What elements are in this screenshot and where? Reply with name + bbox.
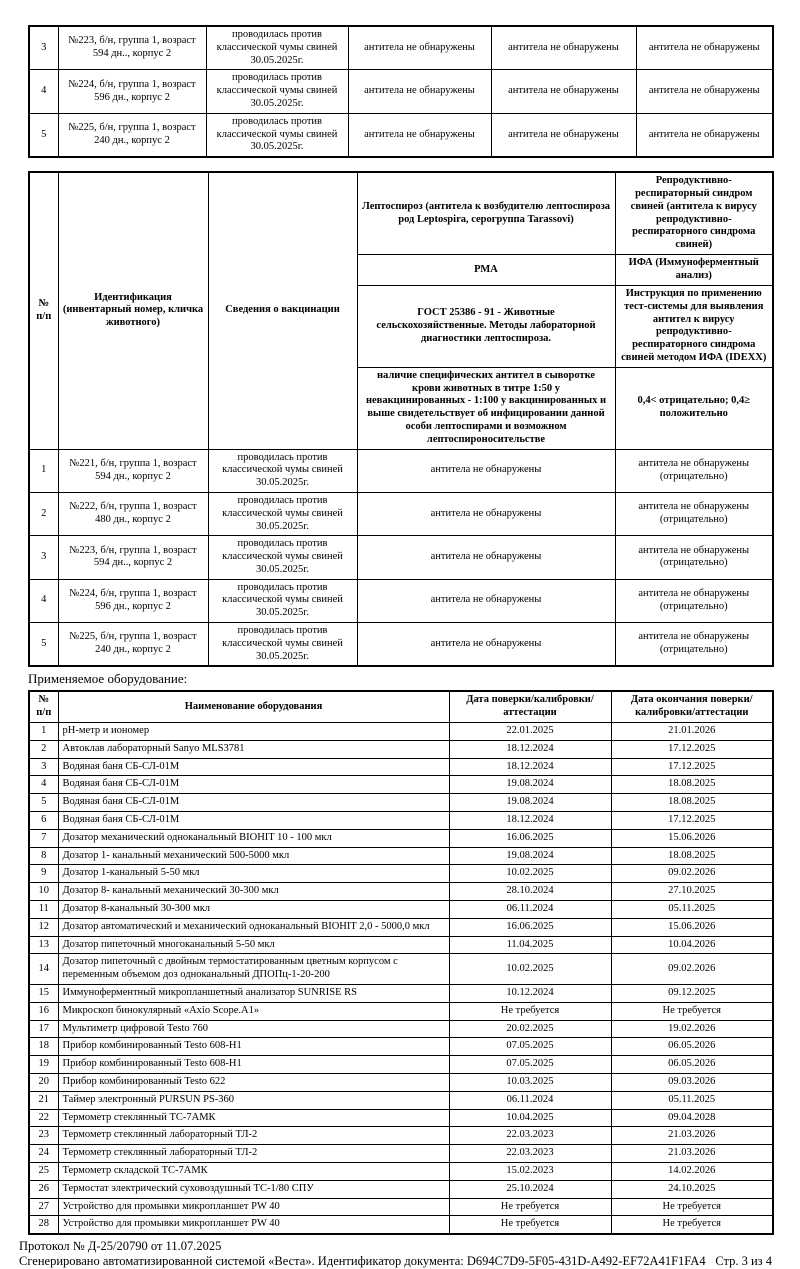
cell-date-to: 18.08.2025 <box>611 847 773 865</box>
cell-date-from: 22.01.2025 <box>449 723 611 741</box>
table-row <box>29 985 773 1003</box>
col-header-identification: Идентификация (инвентарный номер, кличка животного) <box>58 172 208 449</box>
cell-equipment-name: pH-метр и иономер <box>58 723 449 741</box>
cell-num: 22 <box>29 1109 58 1127</box>
cell-elisa-result: антитела не обнаружены (отрицательно) <box>615 536 773 579</box>
standard-gost: ГОСТ 25386 - 91 - Животные сельскохозяйственные. Методы лабораторной диагностики лептоспироза. <box>357 285 615 367</box>
cell-vaccination: проводилась против классической чумы свиней 30.05.2025г. <box>206 26 348 70</box>
cell-date-to: 09.02.2026 <box>611 954 773 985</box>
cell-equipment-name: Термометр складской ТС-7АМК <box>58 1162 449 1180</box>
cell-num: 11 <box>29 901 58 919</box>
cell-date-from: 16.06.2025 <box>449 829 611 847</box>
cell-equipment-name: Микроскоп бинокулярный «Axio Scope.A1» <box>58 1002 449 1020</box>
cell-date-to: 06.05.2026 <box>611 1038 773 1056</box>
cell-date-to: 18.08.2025 <box>611 794 773 812</box>
cell-num: 3 <box>29 26 58 70</box>
cell-date-from: 10.02.2025 <box>449 954 611 985</box>
cell-date-to: 09.12.2025 <box>611 985 773 1003</box>
cell-num: 4 <box>29 776 58 794</box>
cell-vaccination: проводилась против классической чумы свиней 30.05.2025г. <box>208 492 357 535</box>
col-header-leptospirosis: Лептоспироз (антитела к возбудителю лептоспироза род Leptospira, серогруппа Tarassovi) <box>357 172 615 254</box>
cell-identification: №224, б/н, группа 1, возраст 596 дн., корпус 2 <box>58 70 206 113</box>
table-row <box>29 1091 773 1109</box>
cell-equipment-name: Таймер электронный PURSUN PS-360 <box>58 1091 449 1109</box>
table-row <box>29 723 773 741</box>
table-row <box>29 776 773 794</box>
cell-num: 6 <box>29 812 58 830</box>
cell-date-from: Не требуется <box>449 1198 611 1216</box>
cell-result: антитела не обнаружены <box>636 26 773 70</box>
method-elisa: ИФА (Иммуноферментный анализ) <box>615 254 773 285</box>
cell-num: 17 <box>29 1020 58 1038</box>
table-row <box>29 113 773 157</box>
col-header-date-from: Дата поверки/калибровки/аттестации <box>449 691 611 722</box>
col-header-num: № п/п <box>29 172 58 449</box>
cell-elisa-result: антитела не обнаружены (отрицательно) <box>615 492 773 535</box>
cell-date-to: 05.11.2025 <box>611 1091 773 1109</box>
cell-date-to: 27.10.2025 <box>611 883 773 901</box>
cell-date-from: 18.12.2024 <box>449 740 611 758</box>
cell-equipment-name: Дозатор 1- канальный механический 500-5000 мкл <box>58 847 449 865</box>
cell-num: 20 <box>29 1074 58 1092</box>
cell-date-from: 19.08.2024 <box>449 776 611 794</box>
cell-num: 19 <box>29 1056 58 1074</box>
cell-equipment-name: Автоклав лабораторный Sanyo MLS3781 <box>58 740 449 758</box>
table-row <box>29 829 773 847</box>
cell-date-from: 28.10.2024 <box>449 883 611 901</box>
cell-result: антитела не обнаружены <box>348 70 491 113</box>
cell-num: 21 <box>29 1091 58 1109</box>
cell-date-to: 09.03.2026 <box>611 1074 773 1092</box>
footer-generated-line <box>19 1254 772 1269</box>
cell-equipment-name: Прибор комбинированный Testo 622 <box>58 1074 449 1092</box>
table-row <box>29 1216 773 1234</box>
cell-equipment-name: Термометр стеклянный лабораторный ТЛ-2 <box>58 1145 449 1163</box>
cell-equipment-name: Водяная баня СБ-СЛ-01М <box>58 758 449 776</box>
results-table-top <box>28 25 774 158</box>
cell-date-to: 15.06.2026 <box>611 918 773 936</box>
cell-date-to: 19.02.2026 <box>611 1020 773 1038</box>
table-row <box>29 901 773 919</box>
standard-instruction: Инструкция по применению тест-системы для выявления антител к вирусу репродуктивно-респираторного синдрома свиней методом ИФА (IDEXX) <box>615 285 773 367</box>
cell-equipment-name: Термометр стеклянный ТС-7АМК <box>58 1109 449 1127</box>
cell-num: 15 <box>29 985 58 1003</box>
table-row <box>29 172 773 254</box>
table-row <box>29 492 773 535</box>
cell-date-to: 15.06.2026 <box>611 829 773 847</box>
table-row <box>29 579 773 622</box>
cell-pma-result: антитела не обнаружены <box>357 623 615 667</box>
cell-pma-result: антитела не обнаружены <box>357 536 615 579</box>
cell-date-to: Не требуется <box>611 1198 773 1216</box>
cell-result: антитела не обнаружены <box>348 26 491 70</box>
cell-equipment-name: Водяная баня СБ-СЛ-01М <box>58 812 449 830</box>
cell-date-from: 11.04.2025 <box>449 936 611 954</box>
cell-equipment-name: Термометр стеклянный лабораторный ТЛ-2 <box>58 1127 449 1145</box>
table-row <box>29 1145 773 1163</box>
cell-date-to: 21.03.2026 <box>611 1145 773 1163</box>
cell-num: 28 <box>29 1216 58 1234</box>
cell-equipment-name: Устройство для промывки микропланшет PW 40 <box>58 1198 449 1216</box>
cell-date-from: 20.02.2025 <box>449 1020 611 1038</box>
cell-num: 16 <box>29 1002 58 1020</box>
cell-date-from: 18.12.2024 <box>449 812 611 830</box>
cell-vaccination: проводилась против классической чумы свиней 30.05.2025г. <box>206 70 348 113</box>
cell-num: 1 <box>29 449 58 492</box>
cell-elisa-result: антитела не обнаружены (отрицательно) <box>615 449 773 492</box>
cell-vaccination: проводилась против классической чумы свиней 30.05.2025г. <box>208 579 357 622</box>
protocol-number: Протокол № Д-25/20790 от 11.07.2025 <box>19 1239 222 1254</box>
table-row <box>29 1056 773 1074</box>
cell-pma-result: антитела не обнаружены <box>357 579 615 622</box>
cell-result: антитела не обнаружены <box>636 113 773 157</box>
cell-date-from: 18.12.2024 <box>449 758 611 776</box>
cell-date-to: Не требуется <box>611 1216 773 1234</box>
cell-date-to: 09.02.2026 <box>611 865 773 883</box>
cell-date-from: 25.10.2024 <box>449 1180 611 1198</box>
cell-pma-result: антитела не обнаружены <box>357 492 615 535</box>
cell-equipment-name: Дозатор 8- канальный механический 30-300 мкл <box>58 883 449 901</box>
table-row <box>29 1127 773 1145</box>
cell-date-from: 10.04.2025 <box>449 1109 611 1127</box>
cell-num: 8 <box>29 847 58 865</box>
col-header-num: № п/п <box>29 691 58 722</box>
generation-info: Сгенерировано автоматизированной системой «Веста». Идентификатор документа: D694C7D9-5F05-431D-A492-EF72A41F1FA4 <box>19 1254 706 1269</box>
cell-identification: №224, б/н, группа 1, возраст 596 дн., корпус 2 <box>58 579 208 622</box>
cell-date-to: 18.08.2025 <box>611 776 773 794</box>
cell-num: 4 <box>29 70 58 113</box>
cell-num: 9 <box>29 865 58 883</box>
cell-date-from: 06.11.2024 <box>449 1091 611 1109</box>
criteria-leptospirosis: наличие специфических антител в сыворотке крови животных в титре 1:50 у невакцинированных - 1:100 у вакцинированных и выше свидетельствует об инфицировании данной особи лептоспирами и возможном лептоспироносительстве <box>357 367 615 449</box>
cell-date-from: 10.03.2025 <box>449 1074 611 1092</box>
cell-num: 3 <box>29 758 58 776</box>
col-header-date-to: Дата окончания поверки/калибровки/аттестации <box>611 691 773 722</box>
cell-date-to: 17.12.2025 <box>611 812 773 830</box>
cell-result: антитела не обнаружены <box>348 113 491 157</box>
cell-equipment-name: Дозатор автоматический и механический одноканальный BIOHIT 2,0 - 5000,0 мкл <box>58 918 449 936</box>
cell-date-from: Не требуется <box>449 1002 611 1020</box>
cell-date-to: 17.12.2025 <box>611 740 773 758</box>
cell-date-from: 16.06.2025 <box>449 918 611 936</box>
cell-equipment-name: Иммуноферментный микропланшетный анализатор SUNRISE RS <box>58 985 449 1003</box>
cell-equipment-name: Водяная баня СБ-СЛ-01М <box>58 794 449 812</box>
cell-num: 24 <box>29 1145 58 1163</box>
cell-num: 5 <box>29 113 58 157</box>
cell-date-from: 10.12.2024 <box>449 985 611 1003</box>
cell-num: 2 <box>29 492 58 535</box>
cell-result: антитела не обнаружены <box>636 70 773 113</box>
cell-date-from: Не требуется <box>449 1216 611 1234</box>
cell-date-from: 15.02.2023 <box>449 1162 611 1180</box>
table-row <box>29 883 773 901</box>
table-row <box>29 794 773 812</box>
table-row <box>29 954 773 985</box>
cell-equipment-name: Термостат электрический суховоздушный ТС-1/80 СПУ <box>58 1180 449 1198</box>
table-row <box>29 70 773 113</box>
cell-vaccination: проводилась против классической чумы свиней 30.05.2025г. <box>208 536 357 579</box>
cell-elisa-result: антитела не обнаружены (отрицательно) <box>615 579 773 622</box>
table-row <box>29 812 773 830</box>
cell-result: антитела не обнаружены <box>491 26 636 70</box>
equipment-table <box>28 690 774 1235</box>
cell-num: 2 <box>29 740 58 758</box>
table-row <box>29 918 773 936</box>
cell-date-from: 22.03.2023 <box>449 1127 611 1145</box>
cell-date-to: Не требуется <box>611 1002 773 1020</box>
cell-num: 25 <box>29 1162 58 1180</box>
cell-num: 1 <box>29 723 58 741</box>
cell-num: 10 <box>29 883 58 901</box>
table-row <box>29 1162 773 1180</box>
cell-result: антитела не обнаружены <box>491 113 636 157</box>
cell-num: 4 <box>29 579 58 622</box>
cell-equipment-name: Дозатор пипеточный с двойным термостатированным цветным корпусом с переменным объемом доз одноканальный ДПОПц-1-20-200 <box>58 954 449 985</box>
cell-num: 18 <box>29 1038 58 1056</box>
cell-num: 26 <box>29 1180 58 1198</box>
table-row <box>29 623 773 667</box>
table-row <box>29 449 773 492</box>
cell-num: 14 <box>29 954 58 985</box>
cell-date-to: 06.05.2026 <box>611 1056 773 1074</box>
col-header-vaccination: Сведения о вакцинации <box>208 172 357 449</box>
cell-vaccination: проводилась против классической чумы свиней 30.05.2025г. <box>206 113 348 157</box>
col-header-prrs: Репродуктивно-респираторный синдром свиней (антитела к вирусу репродуктивно-респираторного синдрома свиней) <box>615 172 773 254</box>
cell-num: 12 <box>29 918 58 936</box>
cell-vaccination: проводилась против классической чумы свиней 30.05.2025г. <box>208 623 357 667</box>
cell-equipment-name: Прибор комбинированный Testo 608-H1 <box>58 1038 449 1056</box>
cell-date-from: 07.05.2025 <box>449 1038 611 1056</box>
table-row <box>29 740 773 758</box>
cell-equipment-name: Водяная баня СБ-СЛ-01М <box>58 776 449 794</box>
cell-date-from: 19.08.2024 <box>449 847 611 865</box>
cell-date-from: 22.03.2023 <box>449 1145 611 1163</box>
cell-equipment-name: Устройство для промывки микропланшет PW 40 <box>58 1216 449 1234</box>
cell-identification: №222, б/н, группа 1, возраст 480 дн., корпус 2 <box>58 492 208 535</box>
cell-date-to: 10.04.2026 <box>611 936 773 954</box>
cell-result: антитела не обнаружены <box>491 70 636 113</box>
cell-elisa-result: антитела не обнаружены (отрицательно) <box>615 623 773 667</box>
cell-date-to: 21.03.2026 <box>611 1127 773 1145</box>
page-number: Стр. 3 из 4 <box>715 1254 772 1269</box>
cell-date-from: 10.02.2025 <box>449 865 611 883</box>
table-row <box>29 536 773 579</box>
serology-table <box>28 171 774 667</box>
table-row <box>29 1180 773 1198</box>
table-row <box>29 1038 773 1056</box>
cell-equipment-name: Дозатор 1-канальный 5-50 мкл <box>58 865 449 883</box>
cell-equipment-name: Мультиметр цифровой Testo 760 <box>58 1020 449 1038</box>
cell-num: 5 <box>29 794 58 812</box>
cell-date-from: 19.08.2024 <box>449 794 611 812</box>
table-row <box>29 865 773 883</box>
cell-date-from: 07.05.2025 <box>449 1056 611 1074</box>
table-row <box>29 936 773 954</box>
cell-date-to: 21.01.2026 <box>611 723 773 741</box>
cell-num: 5 <box>29 623 58 667</box>
cell-equipment-name: Дозатор пипеточный многоканальный 5-50 мкл <box>58 936 449 954</box>
cell-date-to: 14.02.2026 <box>611 1162 773 1180</box>
cell-identification: №223, б/н, группа 1, возраст 594 дн.., корпус 2 <box>58 536 208 579</box>
cell-num: 13 <box>29 936 58 954</box>
table-row <box>29 847 773 865</box>
criteria-prrs: 0,4< отрицательно; 0,4≥ положительно <box>615 367 773 449</box>
cell-vaccination: проводилась против классической чумы свиней 30.05.2025г. <box>208 449 357 492</box>
cell-num: 27 <box>29 1198 58 1216</box>
cell-date-from: 06.11.2024 <box>449 901 611 919</box>
equipment-section-title: Применяемое оборудование: <box>28 671 188 687</box>
table-row <box>29 1074 773 1092</box>
table-row <box>29 1020 773 1038</box>
cell-date-to: 09.04.2028 <box>611 1109 773 1127</box>
table-row <box>29 691 773 722</box>
cell-identification: №221, б/н, группа 1, возраст 594 дн., корпус 2 <box>58 449 208 492</box>
cell-date-to: 05.11.2025 <box>611 901 773 919</box>
table-row <box>29 1109 773 1127</box>
cell-equipment-name: Прибор комбинированный Testo 608-H1 <box>58 1056 449 1074</box>
cell-date-to: 17.12.2025 <box>611 758 773 776</box>
cell-equipment-name: Дозатор механический одноканальный BIOHIT 10 - 100 мкл <box>58 829 449 847</box>
col-header-equipment-name: Наименование оборудования <box>58 691 449 722</box>
cell-identification: №223, б/н, группа 1, возраст 594 дн.., корпус 2 <box>58 26 206 70</box>
method-pma: РМА <box>357 254 615 285</box>
table-row <box>29 1002 773 1020</box>
cell-pma-result: антитела не обнаружены <box>357 449 615 492</box>
cell-num: 3 <box>29 536 58 579</box>
table-row <box>29 26 773 70</box>
table-row <box>29 758 773 776</box>
cell-date-to: 24.10.2025 <box>611 1180 773 1198</box>
cell-num: 23 <box>29 1127 58 1145</box>
cell-equipment-name: Дозатор 8-канальный 30-300 мкл <box>58 901 449 919</box>
cell-num: 7 <box>29 829 58 847</box>
cell-identification: №225, б/н, группа 1, возраст 240 дн., корпус 2 <box>58 113 206 157</box>
cell-identification: №225, б/н, группа 1, возраст 240 дн., корпус 2 <box>58 623 208 667</box>
table-row <box>29 1198 773 1216</box>
